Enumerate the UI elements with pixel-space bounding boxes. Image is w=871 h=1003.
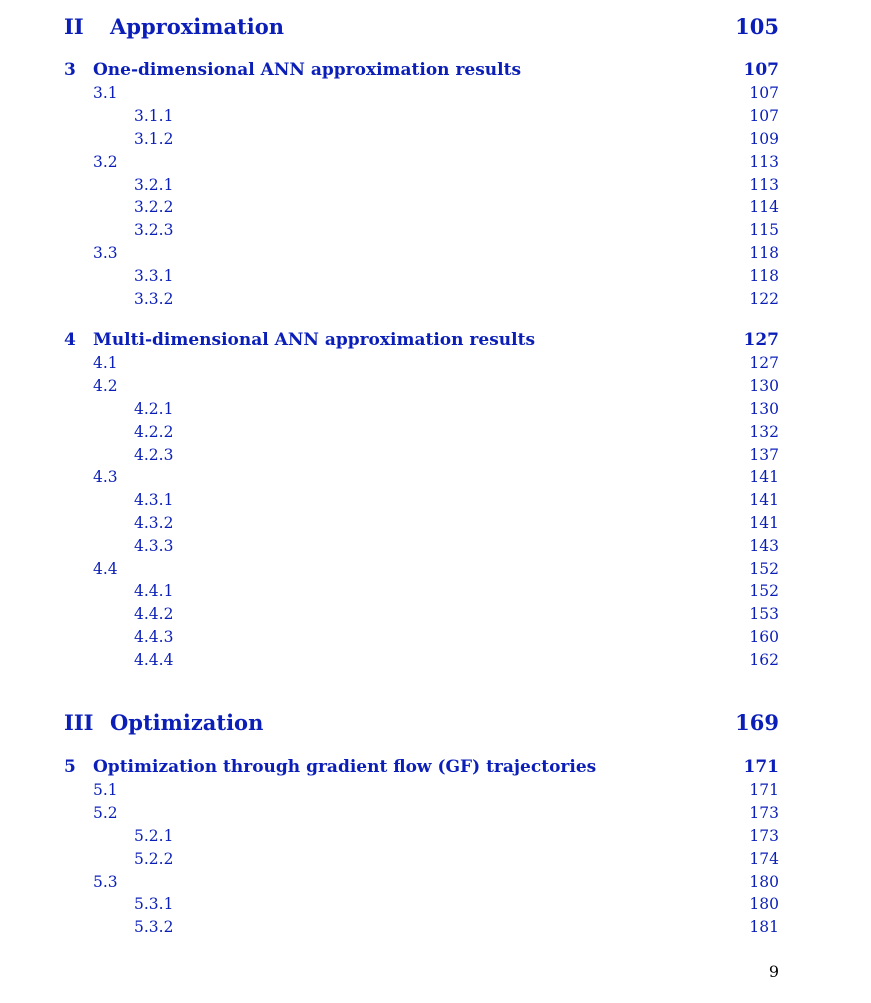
toc-section-entry[interactable]: [0, 81, 871, 105]
section-page-number[interactable]: 118: [749, 243, 779, 262]
chapter-page-number[interactable]: 107: [743, 60, 779, 80]
part-number: II: [64, 14, 84, 39]
chapter-number: 5: [64, 757, 76, 777]
toc-subsection-entry[interactable]: [0, 104, 871, 128]
toc-section-entry[interactable]: [0, 374, 871, 398]
section-page-number[interactable]: 173: [749, 804, 779, 823]
subsection-page-number[interactable]: 122: [749, 289, 779, 308]
subsection-page-number[interactable]: 107: [749, 107, 779, 126]
toc-subsection-entry[interactable]: [0, 648, 871, 672]
chapter-page-number[interactable]: 127: [743, 330, 779, 350]
subsection-number: 5.2.2: [134, 849, 174, 868]
toc-subsection-entry[interactable]: [0, 264, 871, 288]
section-page-number[interactable]: 141: [749, 468, 779, 487]
toc-subsection-entry[interactable]: [0, 173, 871, 197]
section-page-number[interactable]: 130: [749, 377, 779, 396]
toc-subsection-entry[interactable]: [0, 195, 871, 219]
part-title[interactable]: Approximation: [110, 14, 285, 39]
subsection-number: 4.4.4: [134, 650, 174, 669]
subsection-number: 4.4.2: [134, 605, 174, 624]
toc-section-entry[interactable]: [0, 870, 871, 894]
toc-part-heading[interactable]: [0, 708, 871, 738]
toc-subsection-entry[interactable]: [0, 218, 871, 242]
section-number: 5.1: [93, 781, 118, 800]
section-number: 3.3: [93, 243, 118, 262]
section-number: 4.3: [93, 468, 118, 487]
subsection-number: 3.1.1: [134, 107, 174, 126]
toc-chapter-entry[interactable]: [0, 328, 871, 352]
toc-subsection-entry[interactable]: [0, 824, 871, 848]
subsection-page-number[interactable]: 141: [749, 491, 779, 510]
subsection-number: 3.2.3: [134, 221, 174, 240]
section-page-number[interactable]: 180: [749, 872, 779, 891]
toc-subsection-entry[interactable]: [0, 534, 871, 558]
toc-chapter-entry[interactable]: [0, 755, 871, 779]
subsection-number: 5.3.2: [134, 918, 174, 937]
subsection-page-number[interactable]: 114: [749, 198, 779, 217]
section-page-number[interactable]: 107: [749, 84, 779, 103]
toc-subsection-entry[interactable]: [0, 127, 871, 151]
chapter-title[interactable]: Optimization through gradient flow (GF) trajectories: [93, 757, 597, 777]
toc-subsection-entry[interactable]: [0, 579, 871, 603]
toc-subsection-entry[interactable]: [0, 443, 871, 467]
toc-section-entry[interactable]: [0, 150, 871, 174]
footer-page-number: 9: [768, 962, 779, 981]
section-number: 3.1: [93, 84, 118, 103]
section-page-number[interactable]: 127: [749, 354, 779, 373]
subsection-page-number[interactable]: 153: [749, 605, 779, 624]
subsection-number: 4.3.3: [134, 536, 174, 555]
subsection-number: 4.3.2: [134, 513, 174, 532]
section-number: 4.4: [93, 559, 118, 578]
subsection-page-number[interactable]: 137: [749, 445, 779, 464]
subsection-number: 4.3.1: [134, 491, 174, 510]
chapter-title[interactable]: One-dimensional ANN approximation results: [93, 60, 522, 80]
section-page-number[interactable]: 152: [749, 559, 779, 578]
subsection-page-number[interactable]: 141: [749, 513, 779, 532]
subsection-number: 5.3.1: [134, 895, 174, 914]
part-title[interactable]: Optimization: [110, 710, 264, 735]
part-number: III: [64, 710, 94, 735]
section-number: 5.3: [93, 872, 118, 891]
subsection-number: 4.4.3: [134, 627, 174, 646]
subsection-page-number[interactable]: 174: [749, 849, 779, 868]
subsection-page-number[interactable]: 173: [749, 826, 779, 845]
part-page-number[interactable]: 105: [735, 14, 779, 39]
subsection-page-number[interactable]: 160: [749, 627, 779, 646]
subsection-page-number[interactable]: 118: [749, 266, 779, 285]
part-page-number[interactable]: 169: [735, 710, 779, 735]
subsection-page-number[interactable]: 143: [749, 536, 779, 555]
toc-subsection-entry[interactable]: [0, 915, 871, 939]
toc-subsection-entry[interactable]: [0, 420, 871, 444]
section-page-number[interactable]: 113: [749, 152, 779, 171]
section-number: 3.2: [93, 152, 118, 171]
toc-section-entry[interactable]: [0, 351, 871, 375]
toc-subsection-entry[interactable]: [0, 602, 871, 626]
subsection-number: 5.2.1: [134, 826, 174, 845]
toc-subsection-entry[interactable]: [0, 847, 871, 871]
toc-section-entry[interactable]: [0, 557, 871, 581]
toc-chapter-entry[interactable]: [0, 58, 871, 82]
subsection-number: 4.4.1: [134, 582, 174, 601]
subsection-number: 3.2.1: [134, 175, 174, 194]
subsection-number: 4.2.3: [134, 445, 174, 464]
subsection-number: 4.2.2: [134, 422, 174, 441]
subsection-page-number[interactable]: 130: [749, 399, 779, 418]
subsection-page-number[interactable]: 181: [749, 918, 779, 937]
chapter-number: 3: [64, 60, 76, 80]
subsection-page-number[interactable]: 113: [749, 175, 779, 194]
toc-subsection-entry[interactable]: [0, 511, 871, 535]
subsection-number: 3.3.2: [134, 289, 174, 308]
subsection-number: 3.1.2: [134, 129, 174, 148]
subsection-page-number[interactable]: 152: [749, 582, 779, 601]
subsection-page-number[interactable]: 162: [749, 650, 779, 669]
chapter-title[interactable]: Multi-dimensional ANN approximation results: [93, 330, 536, 350]
toc-subsection-entry[interactable]: [0, 625, 871, 649]
toc-subsection-entry[interactable]: [0, 287, 871, 311]
section-page-number[interactable]: 171: [749, 781, 779, 800]
toc-subsection-entry[interactable]: [0, 892, 871, 916]
toc-subsection-entry[interactable]: [0, 397, 871, 421]
toc-part-heading[interactable]: [0, 12, 871, 42]
toc-section-entry[interactable]: [0, 465, 871, 489]
chapter-number: 4: [64, 330, 76, 350]
subsection-number: 3.2.2: [134, 198, 174, 217]
section-number: 4.1: [93, 354, 118, 373]
chapter-page-number[interactable]: 171: [743, 757, 779, 777]
subsection-number: 3.3.1: [134, 266, 174, 285]
toc-section-entry[interactable]: [0, 801, 871, 825]
toc-section-entry[interactable]: [0, 241, 871, 265]
section-number: 4.2: [93, 377, 118, 396]
toc-section-entry[interactable]: [0, 778, 871, 802]
section-number: 5.2: [93, 804, 118, 823]
toc-subsection-entry[interactable]: [0, 488, 871, 512]
subsection-page-number[interactable]: 132: [749, 422, 779, 441]
subsection-page-number[interactable]: 115: [749, 221, 779, 240]
subsection-page-number[interactable]: 109: [749, 129, 779, 148]
subsection-number: 4.2.1: [134, 399, 174, 418]
subsection-page-number[interactable]: 180: [749, 895, 779, 914]
